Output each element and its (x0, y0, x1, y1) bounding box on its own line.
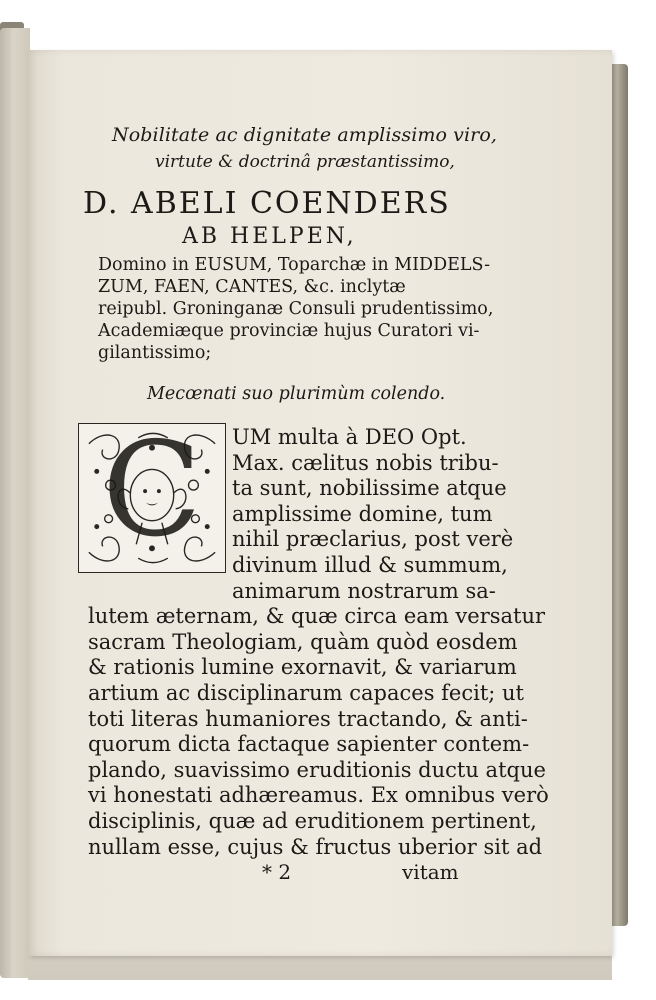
dedication-body-line: Academiæque provinciæ hujus Curatori vi- (98, 321, 480, 341)
dedicatee-name: D. ABELI COENDERS (83, 186, 451, 221)
paragraph-line: quorum dicta factaque sapienter contem- (88, 732, 530, 757)
dedication-body-line: Domino in EUSUM, Toparchæ in MIDDELS- (98, 255, 491, 275)
paragraph-line: UM multa à DEO Opt. (232, 425, 467, 449)
dedication-line-1: Nobilitate ac dignitate amplissimo viro, (112, 124, 498, 146)
paragraph-line: toti literas humaniores tractando, & anti- (88, 706, 528, 731)
catchword: vitam (402, 860, 459, 884)
dedication-body-line: ZUM, FAEN, CANTES, &c. inclytæ (98, 277, 406, 297)
dedication-body-line: gilantissimo; (98, 343, 212, 363)
paragraph-line: artium ac disciplinarum capaces fecit; ut (88, 681, 524, 705)
paragraph-line: animarum nostrarum sa- (232, 578, 496, 603)
paragraph-line: disciplinis, quæ ad eruditionem pertinent, (88, 809, 537, 833)
paragraph-line: sacram Theologiam, quàm quòd eosdem (88, 629, 518, 654)
paragraph-line: nihil præclarius, post verè (232, 527, 514, 552)
dedication-line-2: virtute & doctrinâ præstantissimo, (155, 152, 455, 172)
paragraph-line: ta sunt, nobilissime atque (232, 476, 507, 501)
paragraph-line: plando, suavissimo eruditionis ductu atque (88, 757, 546, 782)
paragraph-line: nullam esse, cujus & fructus uberior sit ad (88, 834, 543, 859)
paragraph-line: vi honestati adhæreamus. Ex omnibus verò (88, 783, 549, 808)
left-page-edge (0, 28, 30, 978)
paragraph-line: amplissime domine, tum (232, 501, 493, 526)
paragraph-line: lutem æternam, & quæ circa eam versatur (88, 604, 546, 629)
signature-mark: * 2 (262, 860, 292, 884)
paragraph-line: divinum illud & summum, (232, 553, 508, 577)
patron-line: Mecœnati suo plurimùm colendo. (147, 384, 446, 404)
paragraph-line: & rationis lumine exornavit, & variarum (88, 655, 517, 680)
dedication-body-line: reipubl. Groninganæ Consuli prudentissimo, (98, 299, 494, 319)
ornament-illustration (79, 424, 225, 572)
paragraph-line: Max. cælitus nobis tribu- (232, 450, 499, 475)
dedicatee-title: AB HELPEN, (182, 224, 357, 249)
initial-letter: C (102, 424, 202, 566)
decorated-initial (78, 423, 226, 573)
